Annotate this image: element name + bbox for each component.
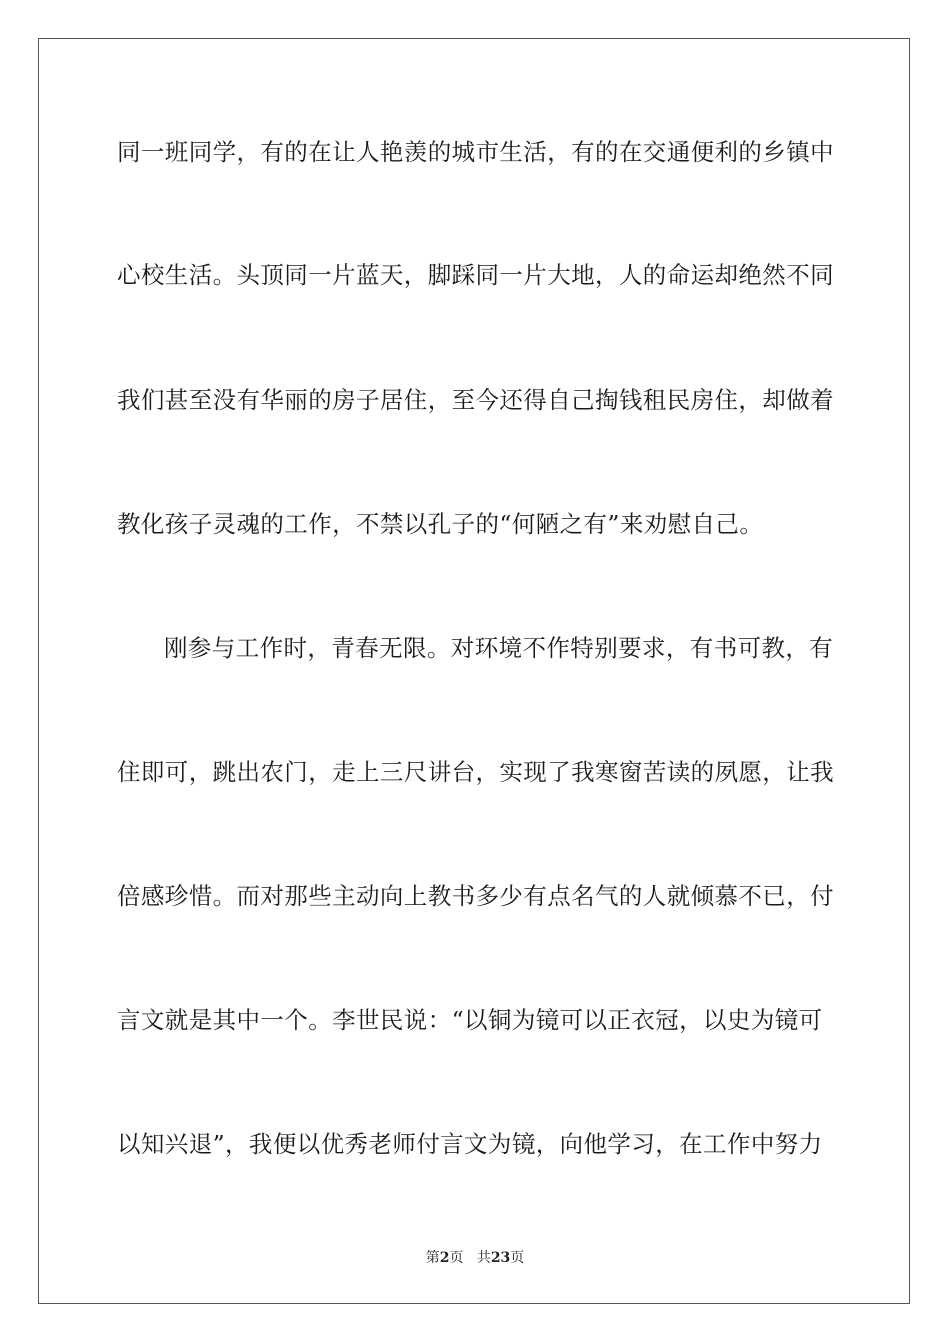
footer-page-number: 2: [439, 1250, 450, 1266]
footer-total-suffix: 页: [510, 1250, 525, 1266]
page-border: [38, 38, 910, 1304]
text-line-4: 教化孩子灵魂的工作，不禁以孔子的“何陋之有”来劝慰自己。: [117, 510, 764, 538]
text-line-6: 住即可，跳出农门，走上三尺讲台，实现了我寒窗苦读的夙愿，让我: [117, 758, 834, 786]
text-line-9: 以知兴退”，我便以优秀老师付言文为镜，向他学习，在工作中努力: [117, 1130, 823, 1158]
text-line-2: 心校生活。头顶同一片蓝天，脚踩同一片大地，人的命运却绝然不同: [117, 261, 834, 289]
text-line-8: 言文就是其中一个。李世民说：“以铜为镜可以正衣冠，以史为镜可: [117, 1006, 823, 1034]
page-footer: [0, 1248, 950, 1268]
text-line-1: 同一班同学，有的在让人艳羡的城市生活，有的在交通便利的乡镇中: [117, 138, 834, 166]
footer-total-pages: 23: [490, 1250, 511, 1266]
text-line-5-paragraph-start: 刚参与工作时，青春无限。对环境不作特别要求，有书可教，有: [164, 634, 834, 662]
footer-total-prefix: 共: [476, 1250, 491, 1266]
text-line-7: 倍感珍惜。而对那些主动向上教书多少有点名气的人就倾慕不已，付: [117, 882, 834, 910]
footer-page-prefix: 第: [425, 1250, 440, 1266]
footer-page-suffix: 页: [449, 1250, 464, 1266]
text-line-3: 我们甚至没有华丽的房子居住，至今还得自己掏钱租民房住，却做着: [117, 386, 834, 414]
